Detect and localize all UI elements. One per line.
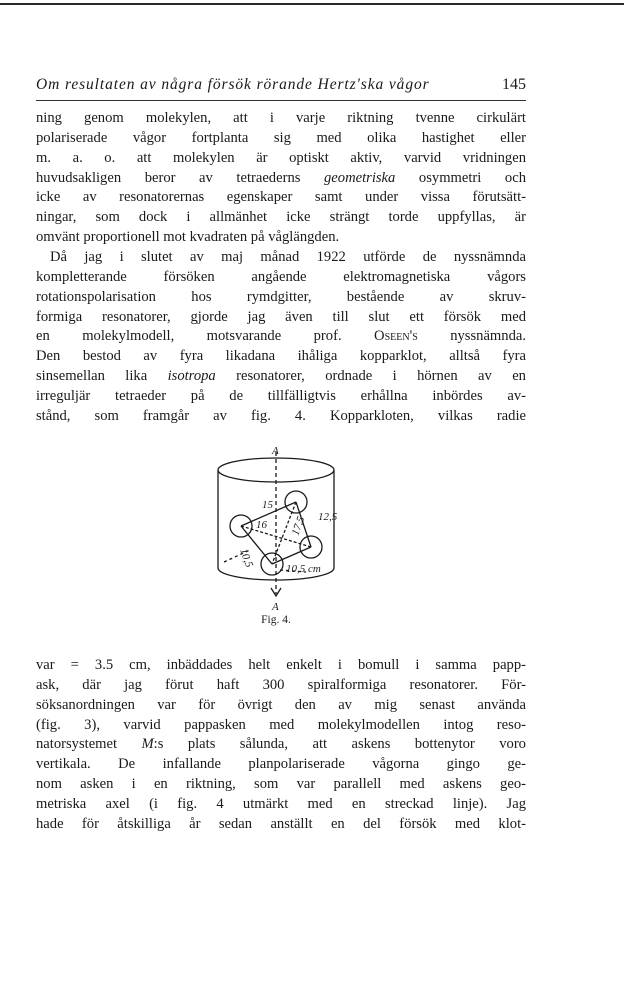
- paragraph-2: [36, 248, 526, 427]
- text-line: formiga resonatorer, gjorde jag även till slut ett försök med: [36, 308, 526, 325]
- text-line: vertikala. De infallande planpolariserade vågorna gingo ge-: [36, 756, 526, 773]
- label-axis-bottom: A: [272, 601, 279, 613]
- dimension-label-15: 15: [262, 499, 273, 511]
- text-line: stånd, som framgår av fig. 4. Kopparkloten, vilkas radie: [36, 407, 526, 424]
- text-line: söksanordningen var för övrigt den av mig senast använda: [36, 696, 526, 713]
- running-title: Om resultaten av några försök rörande Hertz'ska vågor: [36, 76, 430, 93]
- figure-4-drawing: [210, 444, 360, 614]
- dimension-label-12-5: 12,5: [318, 511, 338, 523]
- dimension-label-10-5-cm: 10,5 cm: [286, 563, 321, 575]
- text-line: ask, där jag förut haft 300 spiralformiga resonatorer. För-: [36, 676, 526, 693]
- label-axis-top: A: [272, 445, 279, 457]
- emphasis-isotropa: isotropa: [167, 368, 216, 385]
- text-line: Då jag i slutet av maj månad 1922 utförde de nyssnämnda: [50, 249, 526, 265]
- text-line: kompletterande försöken angående elektromagnetiska vågors: [36, 268, 526, 285]
- text-line: metriska axel (i fig. 4 utmärkt med en streckad linje). Jag: [36, 795, 526, 812]
- header-rule: [36, 100, 526, 101]
- text-line: sinsemellan lika isotropa resonatorer, ordnade i hörnen av en: [36, 368, 526, 385]
- emphasis-m: M: [141, 736, 154, 753]
- dimension-label-10-5-left: 10,5: [237, 546, 256, 570]
- page-number: 145: [502, 76, 526, 93]
- text-line: natorsystemet M:s plats sålunda, att askens bottenytor voro: [36, 736, 526, 753]
- text-line: ning genom molekylen, att i varje riktning tvenne cirkulärt: [36, 110, 526, 126]
- text-line: polariserade vågor fortplanta sig med olika hastighet eller: [36, 129, 526, 146]
- paragraph-1: [36, 109, 526, 248]
- text-line: m. a. o. att molekylen är optiskt aktiv, varvid vridningen: [36, 149, 526, 166]
- text-line: omvänt proportionell mot kvadraten på våglängden.: [36, 229, 340, 246]
- dimension-label-16: 16: [256, 519, 267, 531]
- running-header: [36, 76, 526, 98]
- text-line: nom asken i en riktning, som var parallell med askens geo-: [36, 776, 526, 793]
- dimension-label-17-5: 17,5: [289, 514, 308, 538]
- figure-caption: Fig. 4.: [261, 614, 291, 626]
- text-line: (fig. 3), varvid pappasken med molekylmodellen intog reso-: [36, 716, 526, 733]
- text-line: irreguljär tetraeder på de tillfälligtvis erhållna inbördes av-: [36, 387, 526, 404]
- text-line: en molekylmodell, motsvarande prof. Oseen's nyssnämnda.: [36, 328, 526, 345]
- text-line: ningar, som dock i allmänhet icke strängt torde uppfyllas, är: [36, 209, 526, 226]
- text-line: hade för åtskilliga år sedan anställt en del försök med klot-: [36, 815, 526, 832]
- figure-4-molecule-model: [210, 444, 360, 614]
- text-line: icke av resonatorernas egenskaper samt under vissa förutsätt-: [36, 189, 526, 206]
- text-line: rotationspolarisation hos rymdgitter, bestående av skruv-: [36, 288, 526, 305]
- author-name-oseen: Oseen's: [374, 328, 418, 345]
- top-border-rule: [0, 3, 624, 5]
- text-line: huvudsakligen beror av tetraederns geometriska osymmetri och: [36, 169, 526, 186]
- emphasis-geometriska: geometriska: [324, 169, 396, 186]
- text-line: Den bestod av fyra likadana ihåliga kopparklot, alltså fyra: [36, 348, 526, 365]
- text-line: var = 3.5 cm, inbäddades helt enkelt i bomull i samma papp-: [36, 657, 526, 673]
- paragraph-3: [36, 656, 526, 835]
